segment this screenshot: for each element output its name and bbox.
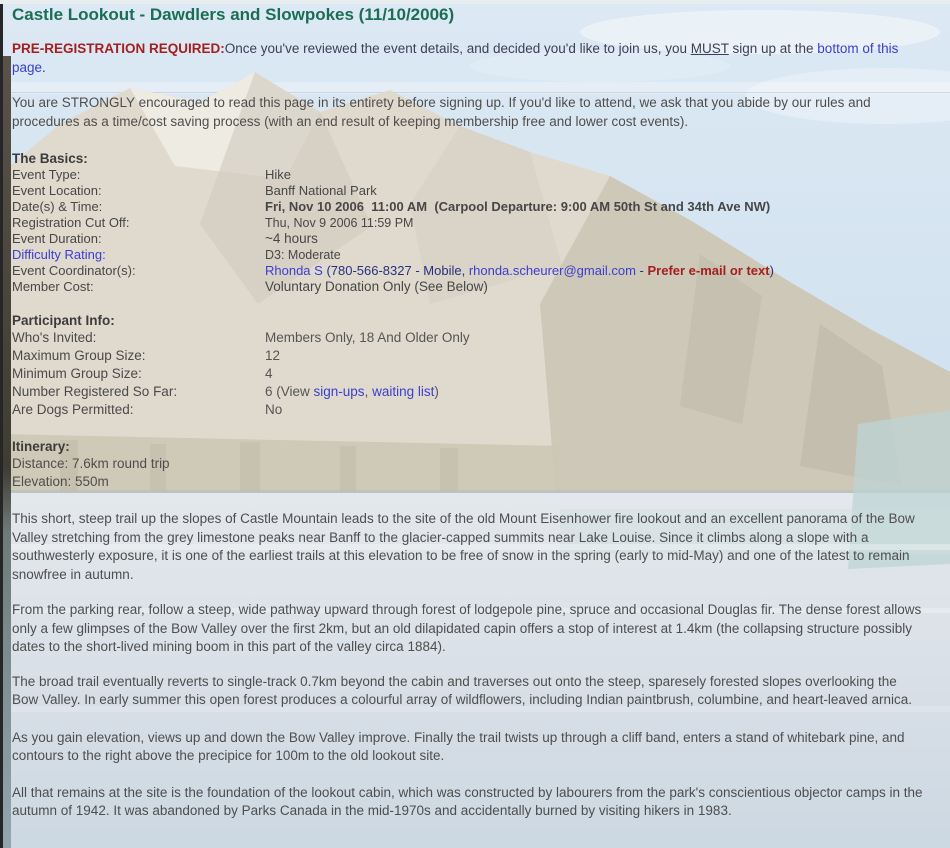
- member-cost-row: [12, 279, 926, 295]
- whos-invited-value: Members Only, 18 And Older Only: [265, 330, 470, 345]
- event-detail-page: [0, 4, 950, 821]
- event-location-row: [12, 183, 926, 199]
- coordinator-email-link[interactable]: rhonda.scheurer@gmail.com: [468, 263, 636, 278]
- registered-separator: ,: [364, 384, 373, 399]
- event-coordinator-label: Event Coordinator(s):: [12, 263, 136, 278]
- preregistration-required-label: PRE-REGISTRATION REQUIRED:: [12, 41, 225, 56]
- basics-section: [12, 167, 926, 295]
- date-time-label: Date(s) & Time:: [12, 199, 103, 214]
- waiting-list-link[interactable]: waiting list: [372, 384, 435, 399]
- signups-link[interactable]: sign-ups: [313, 384, 365, 399]
- number-registered-value: [265, 383, 439, 401]
- registered-count: 6 (View: [265, 384, 314, 399]
- difficulty-rating-link[interactable]: Difficulty Rating:: [12, 247, 106, 262]
- difficulty-rating-row: [12, 247, 926, 263]
- itinerary-elevation: Elevation: 550m: [12, 474, 109, 489]
- event-duration-value: ~4 hours: [265, 231, 318, 246]
- itinerary-distance: Distance: 7.6km round trip: [12, 456, 170, 471]
- itinerary-heading: Itinerary:: [12, 439, 70, 454]
- preregistration-text-after: sign up at the: [728, 41, 818, 56]
- description-paragraph-4: As you gain elevation, views up and down the Bow Valley improve. Finally the trail twists up through a cliff band, enters a stand of whitebark pine, and contours to the right above the precipice for 100m to the old lookout site.: [12, 729, 905, 763]
- whos-invited-label: Who's Invited:: [12, 330, 97, 345]
- event-duration-label: Event Duration:: [12, 231, 102, 246]
- description-paragraph-5: All that remains at the site is the foundation of the lookout cabin, which was constructed by labourers from the park's conscientious objector camps in the autumn of 1942. It was abandoned by Parks Canada in the mid-1970s and accidentally burned by visiting hikers in 1983.: [12, 784, 923, 818]
- event-type-label: Event Type:: [12, 167, 81, 182]
- intro-paragraph: You are STRONGLY encouraged to read this page in its entirety before signing up. If you'd like to attend, we ask that you abide by our rules and procedures as a time/cost saving process (with an end result of keeping membership free and lower cost events).: [12, 95, 871, 129]
- bottom-of-page-link[interactable]: bottom of this page: [12, 41, 899, 75]
- coordinator-dash: -: [635, 263, 648, 278]
- sentence-period: .: [42, 60, 46, 75]
- difficulty-rating-value: D3: Moderate: [265, 248, 341, 262]
- basics-heading: The Basics:: [12, 151, 88, 166]
- min-group-size-label: Minimum Group Size:: [12, 366, 142, 381]
- date-time-row: [12, 199, 926, 215]
- event-type-row: [12, 167, 926, 183]
- registered-suffix: ): [434, 384, 439, 399]
- max-group-size-row: [12, 347, 926, 365]
- event-location-label: Event Location:: [12, 183, 102, 198]
- member-cost-label: Member Cost:: [12, 279, 94, 294]
- coordinator-phone: (780-566-8327 - Mobile,: [322, 263, 469, 278]
- max-group-size-value: 12: [265, 348, 281, 363]
- registration-cutoff-row: [12, 215, 926, 231]
- number-registered-row: [12, 383, 926, 401]
- max-group-size-label: Maximum Group Size:: [12, 348, 146, 363]
- must-emphasis: MUST: [690, 41, 729, 56]
- preregistration-text: Once you've reviewed the event details, and decided you'd like to join us, you: [224, 41, 691, 56]
- participant-info-section: [12, 329, 926, 419]
- event-coordinator-value: [265, 263, 774, 279]
- coordinator-close-paren: ): [769, 263, 774, 278]
- description-paragraph-2: From the parking rear, follow a steep, wide pathway upward through forest of lodgepole pine, spruce and occasional Douglas fir. The dense forest allows only a few glimpses of the Bow Valley over the first 2km, but an old dilapidated capin offers a stop of interest at 1.4km (the collapsing structure possibly dates to the short-lived mining boom in this part of the valley circa 1884).: [12, 602, 922, 654]
- dogs-permitted-value: No: [265, 402, 283, 417]
- dogs-permitted-label: Are Dogs Permitted:: [12, 402, 134, 417]
- contact-preference: Prefer e-mail or text: [647, 263, 770, 278]
- coordinator-name-link[interactable]: Rhonda S: [265, 263, 323, 278]
- registration-cutoff-label: Registration Cut Off:: [12, 215, 130, 230]
- event-type-value: Hike: [265, 167, 292, 182]
- date-time-value: Fri, Nov 10 2006 11:00 AM (Carpool Departure: 9:00 AM 50th St and 34th Ave NW): [265, 199, 771, 214]
- registration-cutoff-value: Thu, Nov 9 2006 11:59 PM: [265, 216, 414, 230]
- number-registered-label: Number Registered So Far:: [12, 384, 178, 399]
- page-title: Castle Lookout - Dawdlers and Slowpokes (11/10/2006): [12, 5, 455, 24]
- min-group-size-value: 4: [265, 366, 273, 381]
- description-paragraph-3: The broad trail eventually reverts to single-track 0.7km beyond the cabin and traverses out onto the steep, sparesely forested slopes overlooking the Bow Valley. In early summer this open forest produces a colourful array of wildflowers, including Indian paintbrush, columbine, and heart-leaved arnica.: [12, 673, 912, 707]
- whos-invited-row: [12, 329, 926, 347]
- event-coordinator-row: [12, 263, 926, 279]
- dogs-permitted-row: [12, 401, 926, 419]
- preregistration-notice: [12, 39, 926, 77]
- description-paragraph-1: This short, steep trail up the slopes of Castle Mountain leads to the site of the old Mount Eisenhower fire lookout and an excellent panorama of the Bow Valley stretching from the grey limestone peaks near Banff to the glacier-capped summits near Lake Louise. Since it climbs along a slope with a southwesterly exposure, it is one of the earliest trails at this elevation to be free of snow in the spring (early to mid-May) and one of the latest to remain snowfree in autumn.: [12, 511, 915, 582]
- event-duration-row: [12, 231, 926, 247]
- min-group-size-row: [12, 365, 926, 383]
- member-cost-value: Voluntary Donation Only (See Below): [265, 279, 488, 294]
- event-location-value: Banff National Park: [265, 183, 377, 198]
- participant-info-heading: Participant Info:: [12, 313, 115, 328]
